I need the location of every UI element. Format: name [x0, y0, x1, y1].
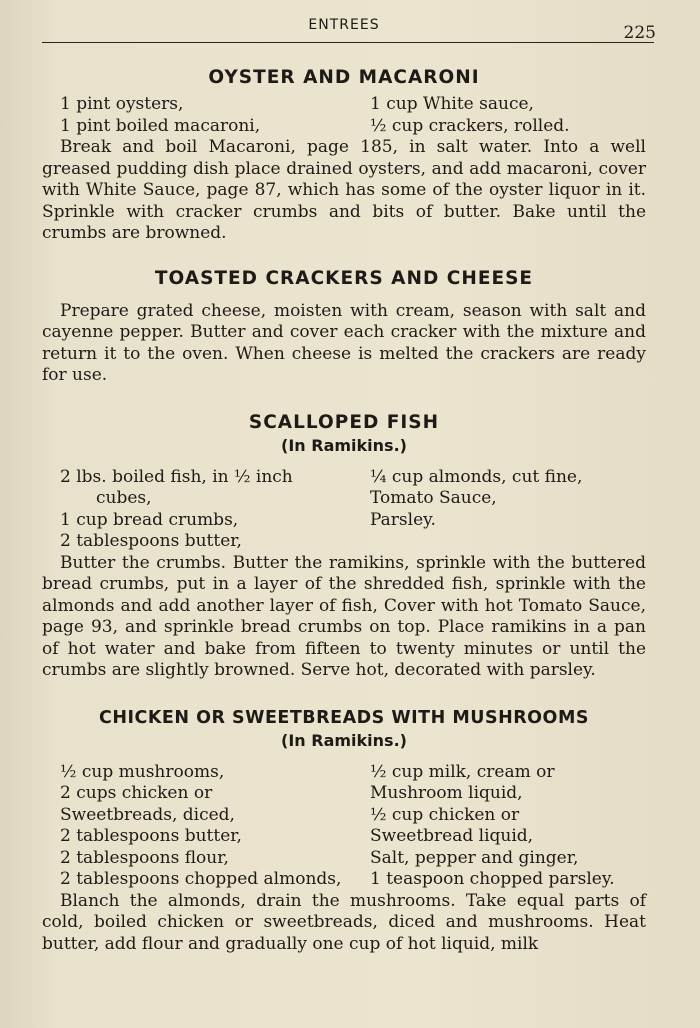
ingredient-list	[42, 467, 646, 553]
recipe-directions: Prepare grated cheese, moisten with cream, season with salt and cayenne pepper. Butter and cover each cracker with the mixture and return it to the oven. When cheese is melted the crackers are ready for use.	[42, 300, 646, 385]
ingredient-column-right	[352, 762, 646, 891]
ingredient: Sweetbreads, diced,	[60, 804, 235, 825]
ingredient: 1 cup bread crumbs,	[60, 509, 239, 530]
ingredient: Tomato Sauce,	[370, 488, 497, 508]
ingredient: 2 tablespoons chopped almonds,	[60, 869, 342, 889]
section-title: ENTREES	[308, 17, 380, 33]
page-number: 225	[623, 23, 656, 43]
ingredient-column-left	[42, 762, 352, 891]
recipe-subtitle: (In Ramikins.)	[281, 435, 407, 455]
ingredient-column-right	[352, 94, 646, 137]
recipe-title: TOASTED CRACKERS AND CHEESE	[154, 267, 534, 289]
running-head	[42, 0, 656, 52]
ingredient: 2 lbs. boiled fish, in ½ inch	[60, 466, 293, 487]
recipe-oyster-macaroni	[42, 66, 646, 245]
ingredient: 1 pint boiled macaroni,	[60, 115, 261, 136]
recipe-directions: Blanch the almonds, drain the mushrooms. Take equal parts of cold, boiled chicken or sweetbreads, diced and mushrooms. Heat butter, add flour and gradually one cup of hot liquid, milk	[42, 890, 646, 954]
recipe-directions: Break and boil Macaroni, page 185, in salt water. Into a well greased pudding dish place drained oysters, and add macaroni, cover with White Sauce, page 87, which has some of the oyster liquor in it. Sprinkle with cracker crumbs and bits of butter. Bake until the crumbs are browned.	[42, 137, 646, 243]
ingredient-list	[42, 762, 646, 891]
recipe-title: OYSTER AND MACARONI	[208, 67, 480, 88]
ingredient-column-right	[352, 467, 646, 553]
ingredient: ½ cup milk, cream or	[370, 761, 555, 782]
ingredient-list	[42, 94, 646, 137]
ingredient: ½ cup chicken or	[370, 804, 520, 825]
recipe-scalloped-fish	[42, 411, 646, 682]
ingredient: cubes,	[96, 488, 152, 508]
ingredient: ¼ cup almonds, cut fine,	[370, 466, 583, 487]
ingredient: 2 tablespoons flour,	[60, 847, 229, 868]
recipe-title: SCALLOPED FISH	[248, 411, 440, 433]
recipe-chicken-sweetbreads-mushrooms	[42, 706, 646, 956]
recipe-subtitle: (In Ramikins.)	[281, 730, 407, 750]
ingredient-column-left	[42, 94, 352, 137]
ingredient: 2 tablespoons butter,	[60, 531, 242, 551]
ingredient: Salt, pepper and ginger,	[370, 847, 579, 868]
ingredient: ½ cup mushrooms,	[60, 761, 225, 782]
ingredient: 1 teaspoon chopped parsley.	[370, 869, 615, 889]
ingredient: Mushroom liquid,	[370, 783, 523, 803]
ingredient: 1 pint oysters,	[60, 94, 184, 114]
ingredient: Parsley.	[370, 509, 436, 530]
ingredient-column-left	[42, 467, 352, 553]
recipe-title: CHICKEN OR SWEETBREADS WITH MUSHROOMS	[99, 707, 589, 728]
ingredient: Sweetbread liquid,	[370, 826, 534, 846]
header-rule	[42, 42, 654, 43]
ingredient: 2 cups chicken or	[60, 783, 213, 803]
recipe-toasted-crackers-cheese	[42, 267, 646, 387]
ingredient: 1 cup White sauce,	[370, 94, 534, 114]
ingredient: ½ cup crackers, rolled.	[370, 115, 570, 136]
recipe-directions: Butter the crumbs. Butter the ramikins, sprinkle with the buttered bread crumbs, put in a layer of the shredded fish, sprinkle with the almonds and add another layer of fish, Cover with hot Tomato Sauce, page 93, and sprinkle bread crumbs on top. Place ramikins in a pan of hot water and bake from fifteen to twenty minutes or until the crumbs are slightly browned. Serve hot, decorated with parsley.	[42, 552, 646, 680]
ingredient: 2 tablespoons butter,	[60, 826, 242, 846]
